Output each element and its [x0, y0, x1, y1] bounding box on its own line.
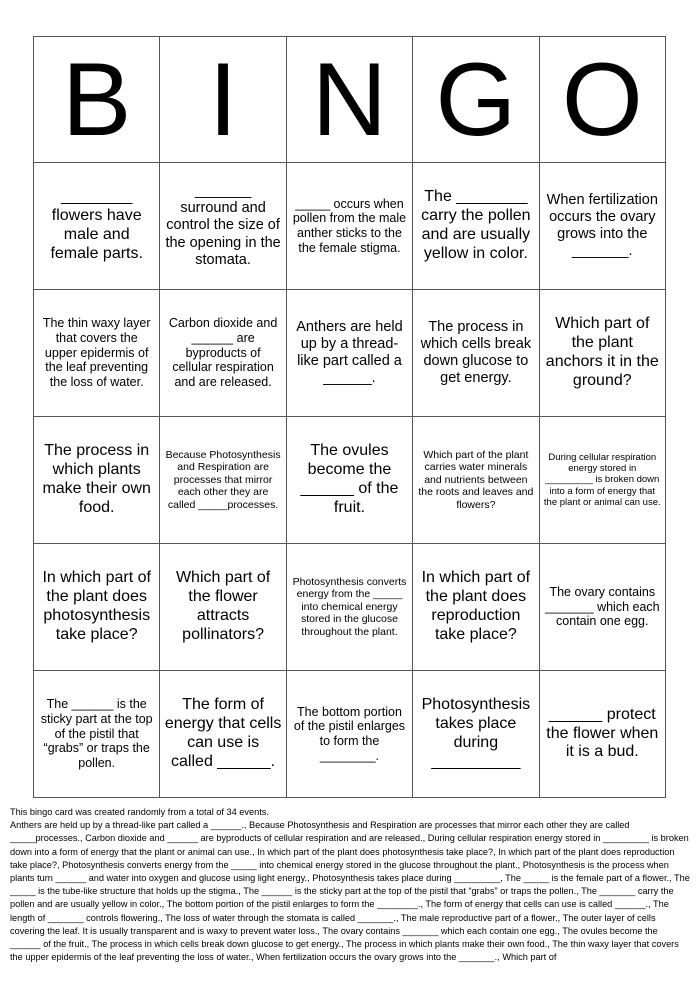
footer-event-list [10, 806, 690, 964]
header-letter-i: I [160, 37, 286, 163]
bingo-cell: Which part of the flower attracts pollinators? [160, 544, 286, 671]
bingo-row-1 [34, 163, 666, 290]
bingo-cell: The form of energy that cells can use is called ______. [160, 671, 286, 798]
bingo-cell: Which part of the plant anchors it in the ground? [539, 290, 665, 417]
header-row [34, 37, 666, 163]
bingo-cell: The process in which plants make their own food. [34, 417, 160, 544]
bingo-cell: Carbon dioxide and ______ are byproducts of cellular respiration and are released. [160, 290, 286, 417]
header-letter-g: G [413, 37, 539, 163]
bingo-cell: The ovary contains _______ which each contain one egg. [539, 544, 665, 671]
footer-events: Anthers are held up by a thread-like part called a ______., Because Photosynthesis and Respiration are processes that mirror each other they are called _____processes., Carbon dioxide and ______ are byproducts of cellular respiration and are released., During cellular respiration energy stored in _________ is broken down into a form of energy that the plant or animal can use., In which part of the plant does photosynthesis take place?, In which part of the plant does reproduction take place?, Photosynthesis converts energy from the _____ into chemical energy stored in the glucose throughout the plant., Photosynthesis is the process when plants turn ______ and water into oxygen and glucose using light energy., Photosynthesis takes place during _________, The _____ is the female part of a flower., The _____ is the tube-like structure that holds up the stigma., The ______ is the sticky part at the top of the pistil that “grabs” or traps the pollen., The _______ carry the pollen and are usually yellow in color., The bottom portion of the pistil enlarges to form the ________., The form of energy that cells can use is called ______., The length of _______ controls flowering., The loss of water through the stomata is called _______., The male reproductive part of a flower., The outer layer of cells covering the leaf. It is usually transparent and is waxy to prevent water loss., The ovary contains _______ which each contain one egg., The ovules become the ______ of the fruit., The process in which cells break down glucose to get energy., The process in which plants make their own food., The thin waxy layer that covers the upper epidermis of the leaf preventing the loss of water., When fertilization occurs the ovary grows into the _______., Which part of [10, 820, 690, 963]
bingo-cell: Which part of the plant carries water minerals and nutrients between the roots and leaves and flowers? [413, 417, 539, 544]
bingo-cell: The ______ is the sticky part at the top of the pistil that “grabs” or traps the pollen. [34, 671, 160, 798]
bingo-cell: ______ protect the flower when it is a bud. [539, 671, 665, 798]
bingo-cell: The process in which cells break down glucose to get energy. [413, 290, 539, 417]
bingo-row-3 [34, 417, 666, 544]
bingo-cell: _____ occurs when pollen from the male anther sticks to the the female stigma. [286, 163, 412, 290]
header-letter-b: B [34, 37, 160, 163]
bingo-row-4 [34, 544, 666, 671]
bingo-card [33, 36, 666, 796]
header-letter-o: O [539, 37, 665, 163]
bingo-cell: In which part of the plant does photosynthesis take place? [34, 544, 160, 671]
bingo-cell: The ovules become the ______ of the fruit. [286, 417, 412, 544]
bingo-cell: During cellular respiration energy stored in _________ is broken down into a form of energy that the plant or animal can use. [539, 417, 665, 544]
bingo-cell: In which part of the plant does reproduction take place? [413, 544, 539, 671]
header-letter-n: N [286, 37, 412, 163]
bingo-cell: The bottom portion of the pistil enlarges to form the ________. [286, 671, 412, 798]
bingo-row-2 [34, 290, 666, 417]
bingo-cell: The thin waxy layer that covers the upper epidermis of the leaf preventing the loss of water. [34, 290, 160, 417]
bingo-cell: Photosynthesis converts energy from the _____ into chemical energy stored in the glucose throughout the plant. [286, 544, 412, 671]
bingo-cell: Because Photosynthesis and Respiration are processes that mirror each other they are called _____processes. [160, 417, 286, 544]
bingo-row-5 [34, 671, 666, 798]
bingo-grid [33, 36, 666, 798]
footer-intro: This bingo card was created randomly from a total of 34 events. [10, 807, 269, 817]
bingo-cell: When fertilization occurs the ovary grows into the _______. [539, 163, 665, 290]
bingo-cell: The ________ carry the pollen and are usually yellow in color. [413, 163, 539, 290]
bingo-cell: _______ surround and control the size of the opening in the stomata. [160, 163, 286, 290]
bingo-cell: Photosynthesis takes place during __________ [413, 671, 539, 798]
bingo-cell: Anthers are held up by a thread-like part called a ______. [286, 290, 412, 417]
bingo-cell: ________ flowers have male and female parts. [34, 163, 160, 290]
